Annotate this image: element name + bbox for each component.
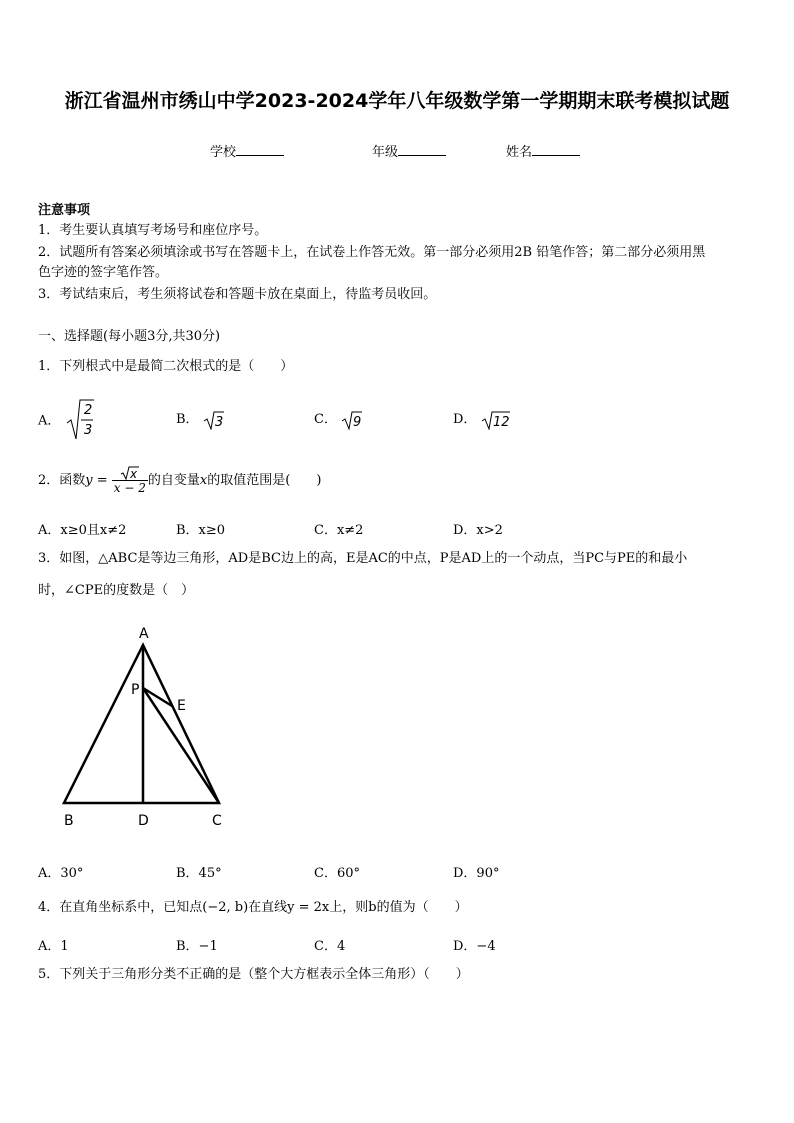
q2-numerator xyxy=(112,466,148,481)
grade-blank[interactable] xyxy=(398,143,446,156)
q1-option-c[interactable] xyxy=(314,408,363,430)
name-label: 姓名 xyxy=(506,145,533,160)
q2-y-eq: y = xyxy=(85,473,108,488)
school-field[interactable] xyxy=(210,141,284,160)
q3-stem-line2: 时，∠CPE的度数是（ ） xyxy=(38,583,195,598)
q2-radicand: x xyxy=(129,467,137,480)
q1-c-label: C． xyxy=(314,412,337,427)
q2-prefix: 2．函数 xyxy=(38,473,86,488)
label-p: P xyxy=(131,682,140,698)
label-a: A xyxy=(139,626,149,642)
q2-fraction xyxy=(112,466,148,495)
note-item-2: 2．试题所有答案必须填涂或书写在答题卡上，在试卷上作答无效。第一部分必须用2B 铅笔作答；第二部分必须用黑 xyxy=(38,245,706,260)
q1-d-radicand: 12 xyxy=(492,414,510,430)
q1-a-label: A． xyxy=(38,413,61,429)
q1-b-sqrt xyxy=(203,410,225,430)
name-blank[interactable] xyxy=(532,143,580,156)
label-b: B xyxy=(64,813,74,829)
triangle-abc xyxy=(64,645,219,803)
label-e: E xyxy=(177,698,186,714)
q1-c-radicand: 9 xyxy=(353,414,362,430)
q1-b-label: B． xyxy=(176,412,199,427)
q1-b-radicand: 3 xyxy=(214,414,223,430)
q4-option-c[interactable]: C．4 xyxy=(314,939,346,954)
note-item-2-cont: 色字迹的签字笔作答。 xyxy=(38,265,169,280)
q1-option-b[interactable] xyxy=(176,408,225,430)
note-item-3: 3．考试结束后，考生须将试卷和答题卡放在桌面上，待监考员收回。 xyxy=(38,287,437,302)
q3-option-d[interactable]: D．90° xyxy=(453,866,500,881)
q1-a-sqrt-fraction xyxy=(65,397,95,441)
q4-option-d[interactable]: D．−4 xyxy=(453,939,496,954)
school-label: 学校 xyxy=(210,145,237,160)
note-item-1: 1．考生要认真填写考场号和座位序号。 xyxy=(38,223,268,238)
q4-stem: 4．在直角坐标系中，已知点(−2, b)在直线y = 2x上，则b的值为（ ） xyxy=(38,900,468,915)
q2-option-d[interactable]: D．x>2 xyxy=(453,523,503,538)
q1-a-den: 3 xyxy=(83,423,92,438)
q2-suffix: 的自变量 xyxy=(147,473,200,488)
label-c: C xyxy=(212,813,222,829)
q1-option-d[interactable] xyxy=(453,408,511,430)
q3-option-b[interactable]: B．45° xyxy=(176,866,222,881)
q4-option-a[interactable]: A．1 xyxy=(38,939,69,954)
q3-triangle-figure xyxy=(55,622,235,832)
school-blank[interactable] xyxy=(236,143,284,156)
q2-option-b[interactable]: B．x≥0 xyxy=(176,523,226,538)
q2-denominator: x − 2 xyxy=(113,481,146,495)
q2-option-c[interactable]: C．x≠2 xyxy=(314,523,364,538)
grade-field[interactable] xyxy=(372,141,446,160)
q3-option-a[interactable]: A．30° xyxy=(38,866,84,881)
q2-var: x xyxy=(199,473,208,488)
label-d: D xyxy=(138,813,149,829)
q3-option-c[interactable]: C．60° xyxy=(314,866,360,881)
q1-d-sqrt xyxy=(481,410,511,430)
name-field[interactable] xyxy=(506,141,580,160)
q2-sqrt xyxy=(120,466,140,480)
q5-stem: 5．下列关于三角形分类不正确的是（整个大方框表示全体三角形）（ ） xyxy=(38,967,469,982)
grade-label: 年级 xyxy=(372,145,399,160)
q2-tail: 的取值范围是( ) xyxy=(207,473,322,488)
page-title: 浙江省温州市绣山中学2023-2024学年八年级数学第一学期期末联考模拟试题 xyxy=(64,90,730,112)
q4-option-b[interactable]: B．−1 xyxy=(176,939,218,954)
notes-heading: 注意事项 xyxy=(38,203,91,218)
q2-stem xyxy=(38,462,321,500)
q1-d-label: D． xyxy=(453,412,477,427)
q1-c-sqrt xyxy=(341,410,363,430)
section-heading: 一、选择题(每小题3分,共30分) xyxy=(38,329,221,344)
q2-option-a[interactable]: A．x≥0且x≠2 xyxy=(38,523,127,538)
q3-stem-line1: 3．如图，△ABC是等边三角形，AD是BC边上的高，E是AC的中点，P是AD上的一个动点，当PC与PE的和最小 xyxy=(38,551,688,566)
q1-a-num: 2 xyxy=(83,403,92,418)
q1-option-a[interactable] xyxy=(38,397,95,441)
q1-stem: 1．下列根式中是最简二次根式的是（ ） xyxy=(38,359,294,374)
